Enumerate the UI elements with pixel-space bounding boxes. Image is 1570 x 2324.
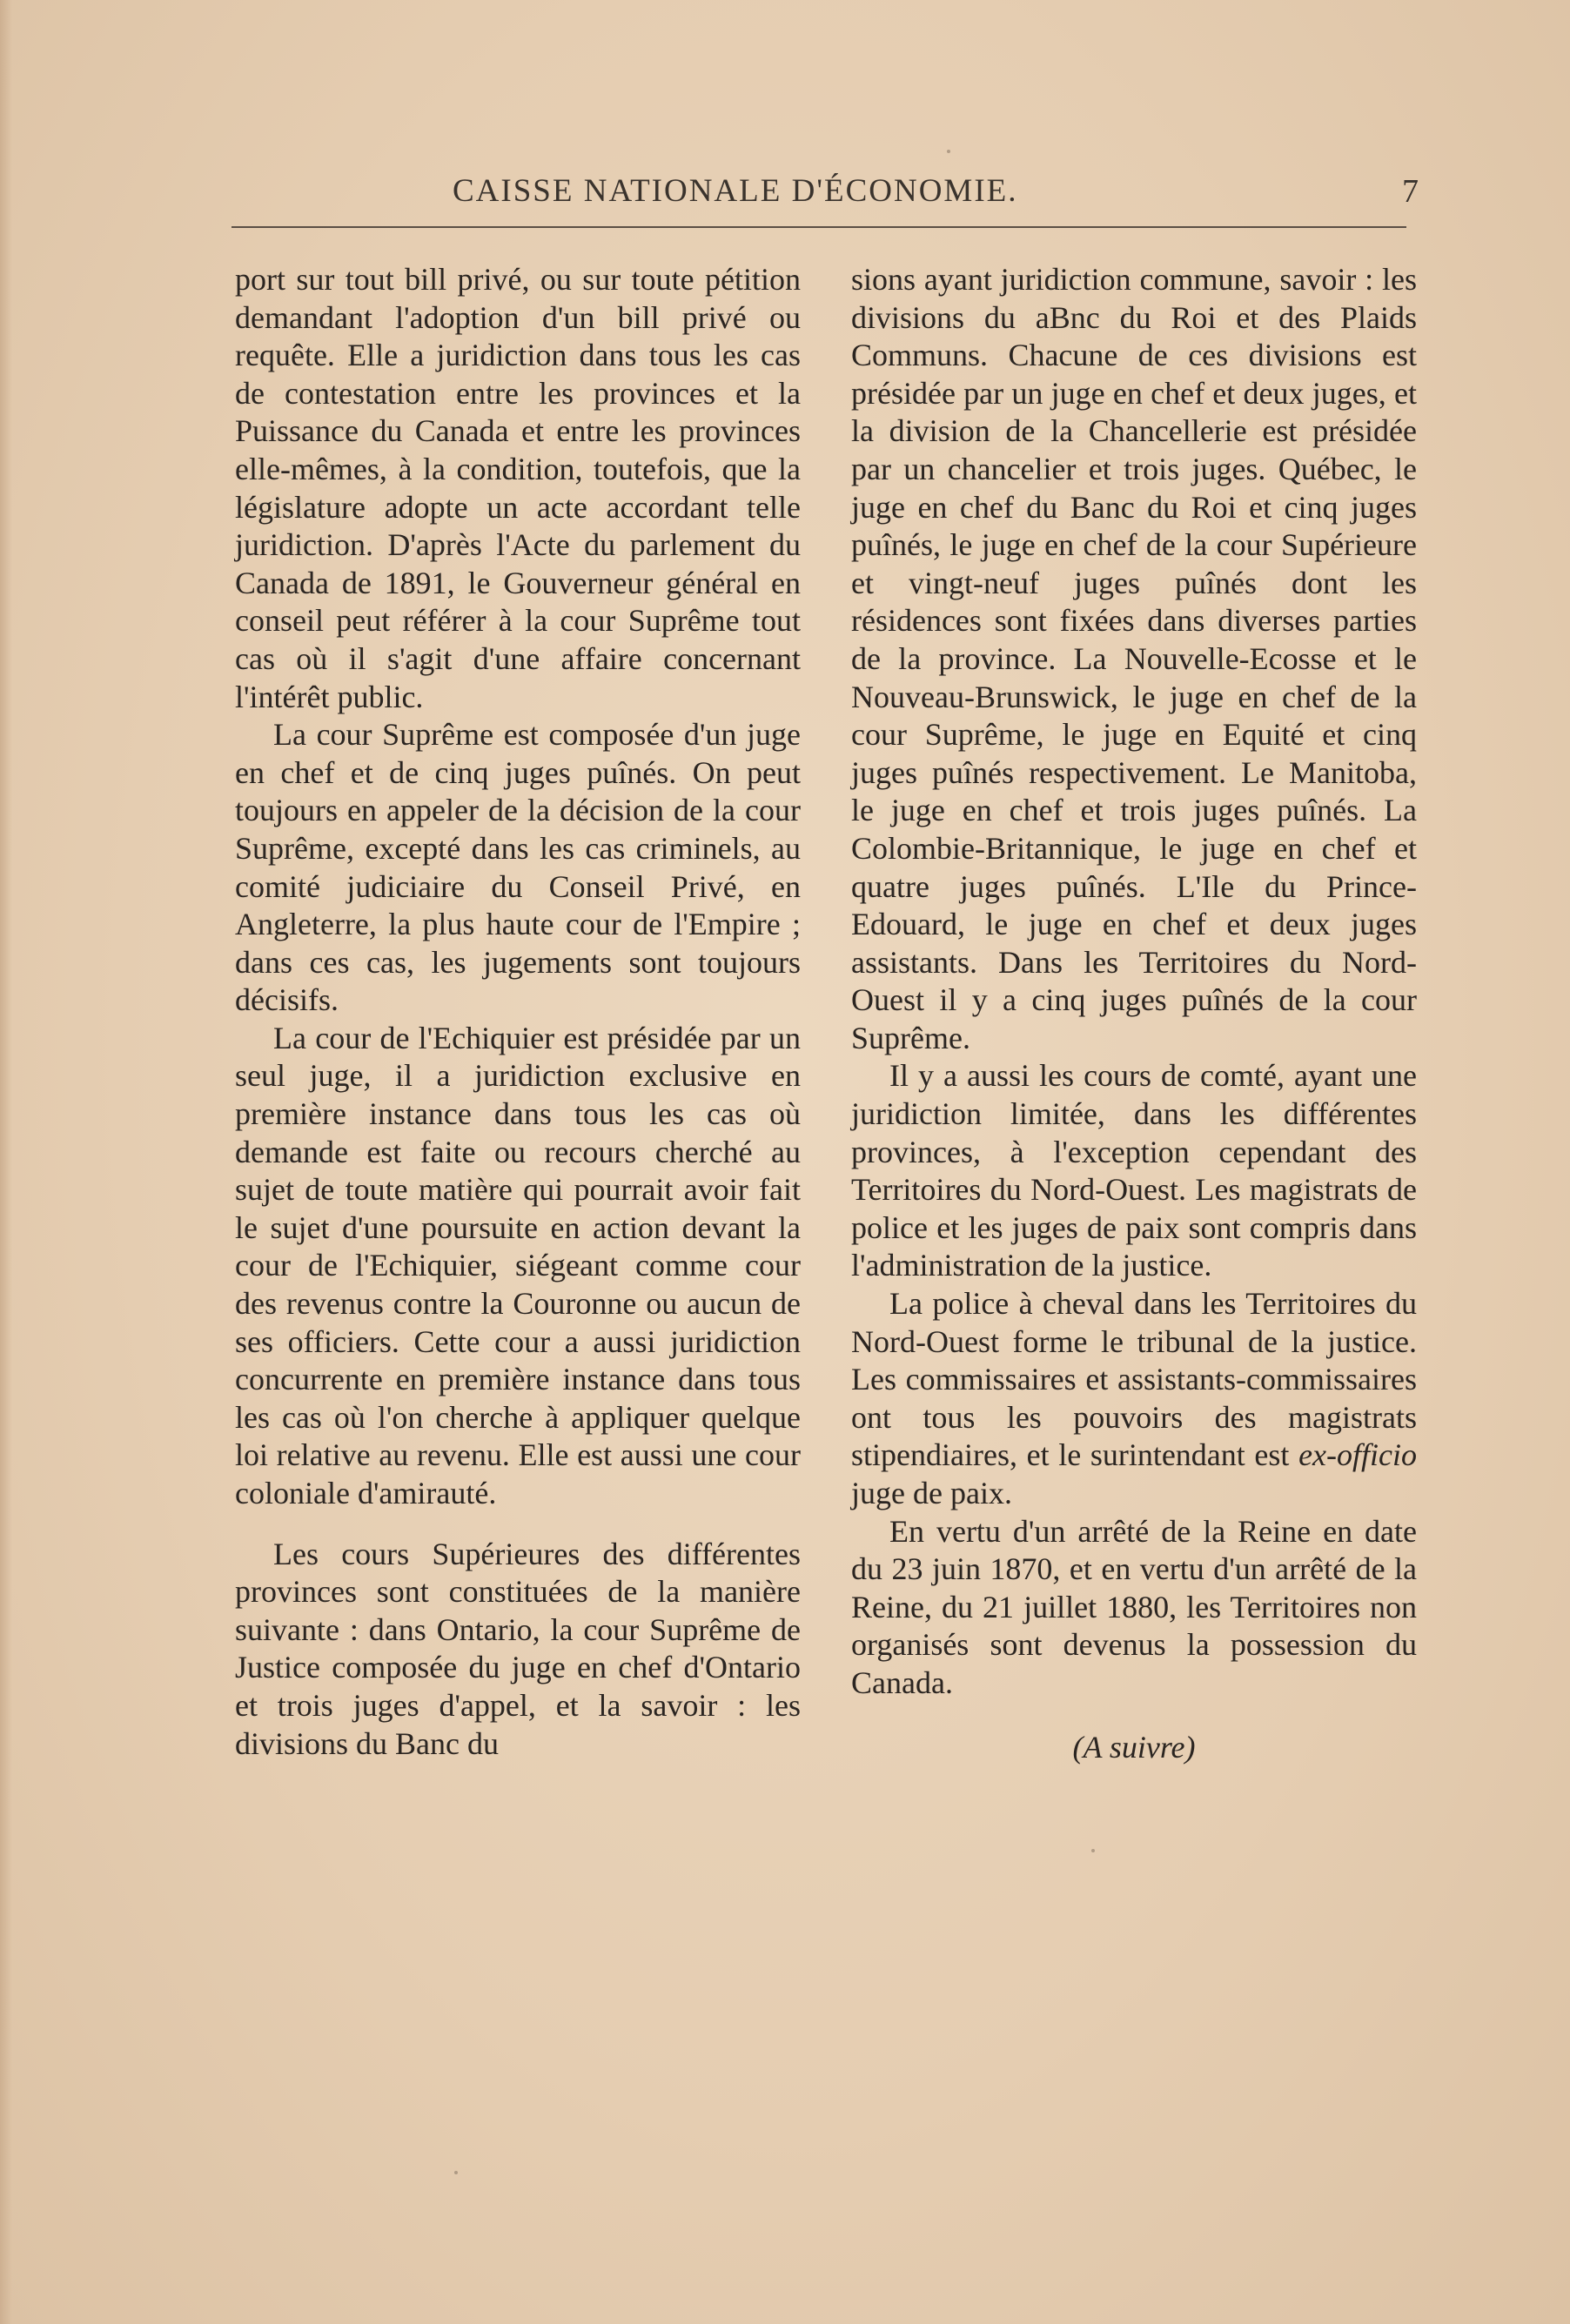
right-paragraph-4: En vertu d'un arrêté de la Reine en date du 23 juin 1870, et en vertu d'un arrêté de la Reine, du 21 juillet 1880, les Territoires non organisés sont devenus la possession du Canada. <box>851 1513 1417 1700</box>
right-paragraph-3-italic: ex-officio <box>1298 1437 1417 1473</box>
continued-open: ( <box>1072 1729 1084 1765</box>
continued-close: ) <box>1184 1729 1196 1765</box>
paper-speck <box>1091 1849 1095 1852</box>
header-rule <box>231 226 1406 228</box>
right-column <box>851 261 1417 1766</box>
continued-note <box>851 1729 1417 1767</box>
left-paragraph-3: La cour de l'Echiquier est présidée par un seul juge, il a juridiction exclusive en première instance dans tous les cas où demande est faite ou recours cherché au sujet de toute matière qui pourrait avoir fait le sujet d'une poursuite en action devant la cour de l'Echiquier, siégeant comme cour des revenus contre la Couronne ou aucun de ses officiers. Cette cour a aussi juridiction concurrente en première instance dans tous les cas où l'on cherche à appliquer quelque loi relative au revenu. Elle est aussi une cour coloniale d'amirauté. <box>235 1020 801 1510</box>
left-paragraph-2: La cour Suprême est composée d'un juge en chef et de cinq juges puînés. On peut toujours en appeler de la décision de la cour Suprême, excepté dans les cas criminels, au comité judiciaire du Conseil Privé, en Angleterre, la plus haute cour de l'Empire ; dans ces cas, les jugements sont toujours décisifs. <box>235 717 801 1018</box>
right-paragraph-2: Il y a aussi les cours de comté, ayant une juridiction limitée, dans les différentes provinces, à l'exception cependant des Territoires du Nord-Ouest. Les magistrats de police et les juges de paix sont compris dans l'administration de la justice. <box>851 1058 1417 1283</box>
paper-speck <box>947 150 950 153</box>
right-paragraph-3-end: juge de paix. <box>851 1476 1012 1510</box>
right-paragraph-3-start: La police à cheval dans les Territoires du Nord-Ouest forme le tribunal de la justice. Les commissaires et assistants-commissaires ont tous les pouvoirs des magistrats stipendiaires, et le surintendant est <box>851 1286 1417 1473</box>
header-title: CAISSE NATIONALE D'ÉCONOMIE. <box>453 173 1018 209</box>
page-number: 7 <box>1402 173 1419 210</box>
left-column <box>235 261 801 1763</box>
paper-speck <box>454 2171 458 2174</box>
continued-text: A suivre <box>1083 1729 1185 1765</box>
page-edge-shadow <box>0 0 12 2324</box>
left-paragraph-1: port sur tout bill privé, ou sur toute pétition demandant l'adoption d'un bill privé ou requête. Elle a juridiction dans tous les cas de contestation entre les provinces et la Puissance du Canada et entre les provinces elle-mêmes, à la condition, toutefois, que la législature adopte un acte accordant telle juridiction. D'après l'Acte du parlement du Canada de 1891, le Gouverneur général en conseil peut référer à la cour Suprême tout cas où il s'agit d'une affaire concernant l'intérêt public. <box>235 262 801 714</box>
right-paragraph-3 <box>851 1285 1417 1513</box>
running-header <box>453 165 1436 218</box>
right-paragraph-1: sions ayant juridiction commune, savoir : les divisions du aBnc du Roi et des Plaids Communs. Chacune de ces divisions est présidée par un juge en chef et deux juges, et la division de la Chancellerie est présidée par un chancelier et trois juges. Québec, le juge en chef du Banc du Roi et cinq juges puînés, le juge en chef de la cour Supérieure et vingt-neuf juges puînés dont les résidences sont fixées dans diverses parties de la province. La Nouvelle-Ecosse et le Nouveau-Brunswick, le juge en chef de la cour Suprême, le juge en Equité et cinq juges puînés respectivement. Le Manitoba, le juge en chef et trois juges puînés. La Colombie-Britannique, le juge en chef et quatre juges puînés. L'Ile du Prince-Edouard, le juge en chef et deux juges assistants. Dans les Territoires du Nord-Ouest il y a cinq juges puînés de la cour Suprême. <box>851 262 1417 1055</box>
left-paragraph-4: Les cours Supérieures des différentes provinces sont constituées de la manière suivante : dans Ontario, la cour Suprême de Justice composée du juge en chef d'Ontario et trois juges d'appel, et la savoir : les divisions du Banc du <box>235 1536 801 1761</box>
